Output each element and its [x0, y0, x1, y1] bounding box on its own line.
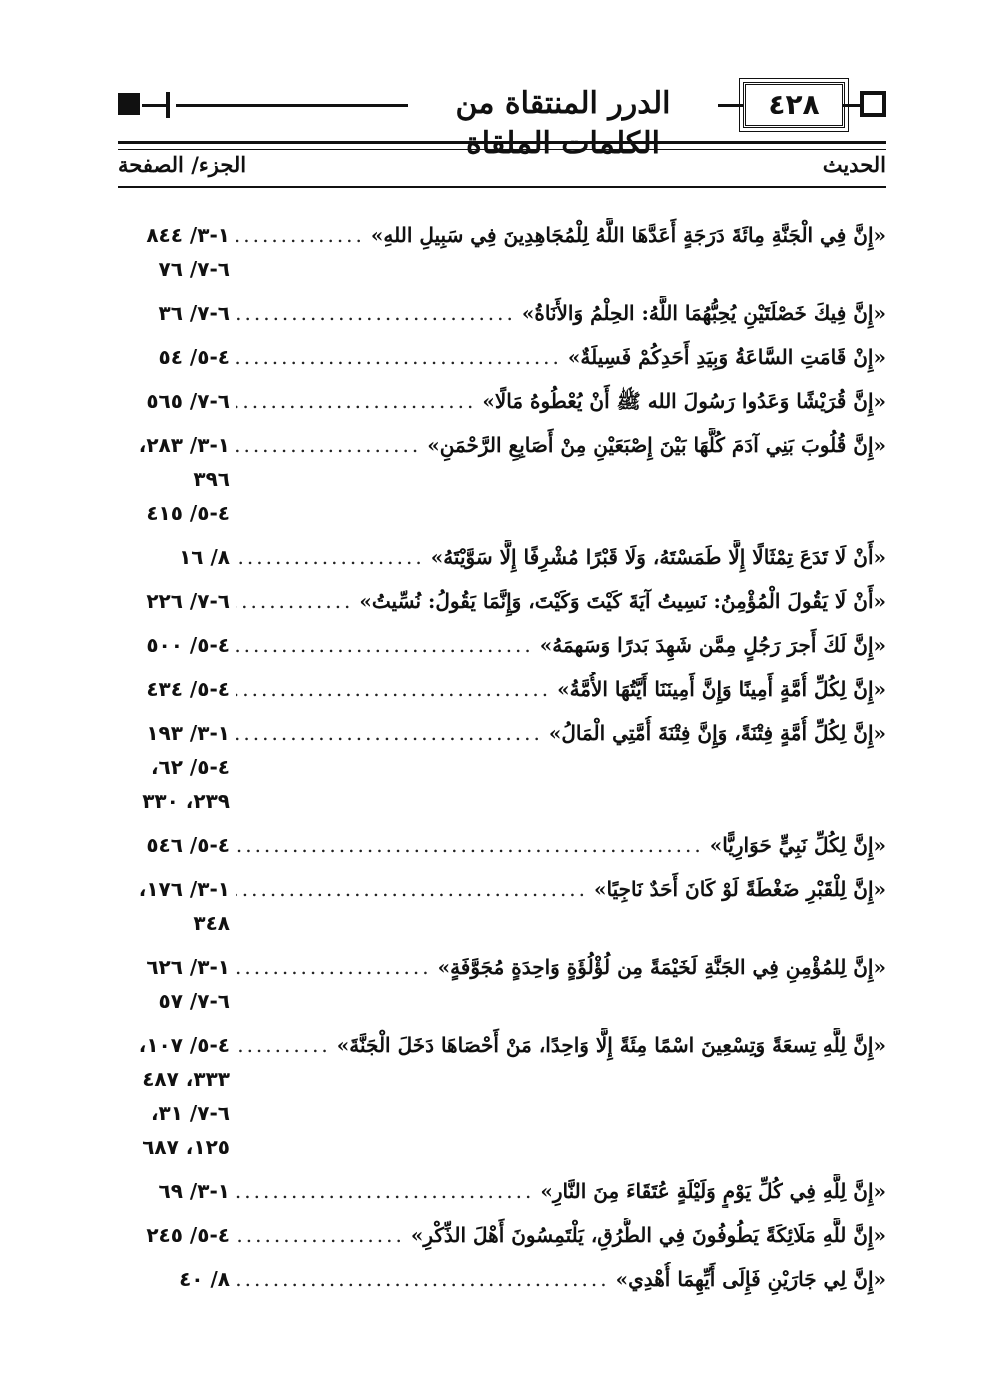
dot-leader: [236, 584, 353, 618]
volume-page-reference: [118, 340, 230, 374]
reference-line: ٤-٥/ ٤١٥: [146, 501, 230, 525]
volume-page-reference: [118, 428, 230, 530]
hadith-text-cell: [236, 1174, 886, 1208]
dot-leader: [236, 872, 588, 940]
hadith-text-cell: [236, 628, 886, 662]
index-entry: [118, 1028, 886, 1164]
volume-page-reference: [118, 384, 230, 418]
volume-page-reference: [118, 218, 230, 286]
index-entry: [118, 872, 886, 940]
header-ornament-square: [118, 93, 140, 115]
volume-page-reference: [118, 716, 230, 818]
hadith-text: «إِنَّ لِكُلِّ أُمَّةٍ فِتْنَةً، وَإِنَّ فِتْنَةَ أُمَّتِي الْمَالُ»: [548, 721, 886, 745]
hadith-text-cell: [236, 584, 886, 618]
dot-leader: [236, 1174, 534, 1208]
hadith-text-cell: [236, 950, 886, 1018]
header-rule: [142, 104, 166, 107]
reference-line: ٨/ ٤٠: [179, 1267, 230, 1291]
index-entry: [118, 428, 886, 530]
dot-leader: [236, 384, 476, 418]
reference-line: ١-٣/ ١٩٣: [146, 721, 230, 745]
reference-line: ٨/ ١٦: [179, 545, 230, 569]
reference-line: ١-٣/ ٦٢٦: [146, 955, 230, 979]
dot-leader: [236, 628, 534, 662]
volume-page-reference: [118, 950, 230, 1018]
reference-line: ٤-٥/ ٦٢،: [150, 755, 230, 779]
reference-line: ٣٣٣، ٤٨٧: [142, 1067, 230, 1091]
reference-line: ٦-٧/ ٣٦: [158, 301, 230, 325]
reference-line: ٦-٧/ ٧٦: [158, 257, 230, 281]
dot-leader: [236, 716, 543, 818]
column-head-reference: الجزء/ الصفحة: [118, 152, 247, 177]
hadith-text: «إِنَّ لِكُلِّ نَبِيٍّ حَوَارِيًّا»: [709, 833, 886, 857]
hadith-text: «إِنَّ لِي جَارَيْنِ فَإِلَى أَيِّهِمَا أُهْدِي»: [615, 1267, 886, 1291]
volume-page-reference: [118, 540, 230, 574]
volume-page-reference: [118, 296, 230, 330]
reference-line: ٤-٥/ ١٠٧،: [138, 1033, 230, 1057]
reference-line: ١-٣/ ٨٤٤: [146, 223, 230, 247]
reference-line: ٤-٥/ ٤٣٤: [146, 677, 230, 701]
hadith-text-cell: [236, 1028, 886, 1164]
hadith-text-cell: [236, 384, 886, 418]
hadith-text: «إِنَّ قُرَيْشًا وَعَدُوا رَسُولَ الله ﷺ أَنْ يُعْطُوهُ مَالًا»: [482, 389, 886, 413]
volume-page-reference: [118, 1174, 230, 1208]
hadith-text-cell: [236, 872, 886, 940]
index-entry: [118, 1262, 886, 1296]
hadith-text: «إِنَّ لِلمُؤْمِنِ فِي الجَنَّةِ لَخَيْمَةً مِن لُؤْلُؤَةٍ وَاحِدَةٍ مُجَوَّفَةٍ»: [437, 955, 886, 979]
column-heads: [118, 152, 886, 186]
book-title: الدرر المنتقاة من الكلمات الملقاة: [408, 84, 718, 164]
volume-page-reference: [118, 1262, 230, 1296]
reference-line: ٦-٧/ ٣١،: [150, 1101, 230, 1125]
index-entry: [118, 584, 886, 618]
column-head-rule: [118, 186, 886, 188]
hadith-text: «إِنَّ لِلَّهِ تِسعَةً وَتِسْعِينَ اسْمًا مِئَةً إِلَّا وَاحِدًا، مَنْ أَحْصَاهَا دَخَلَ الْجَنَّةَ»: [336, 1033, 886, 1057]
hadith-text-cell: [236, 296, 886, 330]
hadith-text: «إِنَّ لِكُلِّ أُمَّةٍ أَمِينًا وَإِنَّ أَمِينَنَا أَيَّتُهَا الأُمَّةُ»: [557, 677, 886, 701]
reference-line: ٤-٥/ ٥٤: [158, 345, 230, 369]
hadith-text: «إِنَّ للَّهِ مَلَائِكَةً يَطُوفُونَ فِي الطُّرُقِ، يَلْتَمِسُونَ أَهْلَ الذِّكْرِ»: [410, 1223, 886, 1247]
reference-line: ٦-٧/ ٥٧: [158, 989, 230, 1013]
volume-page-reference: [118, 584, 230, 618]
dot-leader: [236, 296, 516, 330]
index-entry: [118, 672, 886, 706]
reference-line: ١-٣/ ١٧٦،: [138, 877, 230, 901]
hadith-text: «أَنْ لَا يَقُولَ الْمُؤْمِنُ: نَسِيتُ آيَةَ كَيْتَ وَكَيْتَ، وَإِنَّمَا يَقُولُ: نُسِّيتُ»: [359, 589, 886, 613]
hadith-text-cell: [236, 1218, 886, 1252]
volume-page-reference: [118, 628, 230, 662]
volume-page-reference: [118, 1028, 230, 1164]
hadith-text: «إِنْ قَامَتِ السَّاعَةُ وَبِيَدِ أَحَدِكُمْ فَسِيلَةٌ»: [567, 345, 886, 369]
index-entry: [118, 218, 886, 286]
dot-leader: [236, 828, 704, 862]
hadith-text-cell: [236, 428, 886, 530]
header-rule: [176, 104, 408, 107]
reference-line: ٢٣٩، ٣٣٠: [142, 789, 230, 813]
volume-page-reference: [118, 828, 230, 862]
header-ornament-tick: [166, 92, 170, 118]
index-entry: [118, 950, 886, 1018]
volume-page-reference: [118, 672, 230, 706]
index-entry: [118, 716, 886, 818]
reference-line: ٣٩٦: [193, 467, 230, 491]
reference-line: ٦-٧/ ٢٢٦: [146, 589, 230, 613]
reference-line: ٣٤٨: [193, 911, 230, 935]
page-number: ٤٢٨: [743, 82, 845, 128]
index-entry: [118, 628, 886, 662]
dot-leader: [236, 950, 432, 1018]
hadith-text-cell: [236, 716, 886, 818]
hadith-text-cell: [236, 540, 886, 574]
dot-leader: [236, 1028, 331, 1164]
reference-line: ١٢٥، ٦٨٧: [142, 1135, 230, 1159]
dot-leader: [236, 428, 421, 530]
index-entry: [118, 1174, 886, 1208]
hadith-text: «إِنَّ لَكَ أَجرَ رَجُلٍ مِمَّن شَهِدَ بَدرًا وَسَهمَهُ»: [539, 633, 886, 657]
header-rule: [718, 104, 743, 107]
dot-leader: [236, 540, 425, 574]
reference-line: ٦-٧/ ٥٦٥: [146, 389, 230, 413]
reference-line: ٤-٥/ ٥٤٦: [146, 833, 230, 857]
index-entry: [118, 1218, 886, 1252]
reference-line: ١-٣/ ٢٨٣،: [138, 433, 230, 457]
volume-page-reference: [118, 1218, 230, 1252]
dot-leader: [236, 340, 562, 374]
dot-leader: [236, 672, 551, 706]
hadith-text-cell: [236, 1262, 886, 1296]
index-entry: [118, 340, 886, 374]
index-entry: [118, 296, 886, 330]
hadith-text-cell: [236, 672, 886, 706]
dot-leader: [236, 1262, 610, 1296]
hadith-text: «إِنَّ لِلَّهِ فِي كُلِّ يَوْمٍ وَلَيْلَةٍ عُتَقَاءَ مِنَ النَّارِ»: [540, 1179, 886, 1203]
index-entry: [118, 384, 886, 418]
hadith-text: «إِنَّ فِي الْجَنَّةِ مِائَةَ دَرَجَةٍ أَعَدَّهَا اللَّهُ لِلْمُجَاهِدِينَ فِي سَبِيلِ اللهِ»: [370, 223, 886, 247]
dot-leader: [236, 218, 365, 286]
index-entry: [118, 828, 886, 862]
reference-line: ٤-٥/ ٢٤٥: [146, 1223, 230, 1247]
reference-line: ٤-٥/ ٥٠٠: [146, 633, 230, 657]
hadith-text: «إِنَّ قُلُوبَ بَنِي آدَمَ كُلَّهَا بَيْنَ إِصْبَعَيْنِ مِنْ أَصَابِعِ الرَّحْمَنِ»: [427, 433, 886, 457]
header-double-rule: [118, 141, 886, 150]
index-page: [118, 78, 886, 1291]
hadith-text-cell: [236, 828, 886, 862]
index-entry: [118, 540, 886, 574]
volume-page-reference: [118, 872, 230, 940]
reference-line: ١-٣/ ٦٩: [158, 1179, 230, 1203]
dot-leader: [236, 1218, 405, 1252]
column-head-hadith: الحديث: [822, 152, 886, 177]
hadith-text-cell: [236, 218, 886, 286]
header-ornament-square-hollow: [860, 91, 886, 117]
hadith-text: «أَنْ لَا تَدَعَ تِمْثَالًا إِلَّا طَمَسْتَهُ، وَلَا قَبْرًا مُشْرِفًا إِلَّا سَوَّيْتَهُ»: [430, 545, 886, 569]
running-header: [118, 78, 886, 161]
hadith-text-cell: [236, 340, 886, 374]
index-entries: [118, 218, 886, 1306]
hadith-text: «إِنَّ فِيكَ خَصْلَتَيْنِ يُحِبُّهُمَا اللَّهُ: الحِلْمُ وَالأَنَاةُ»: [521, 301, 886, 325]
hadith-text: «إِنَّ لِلْقَبْرِ ضَغْطَةً لَوْ كَانَ أَحَدٌ نَاجِيًا»: [594, 877, 886, 901]
